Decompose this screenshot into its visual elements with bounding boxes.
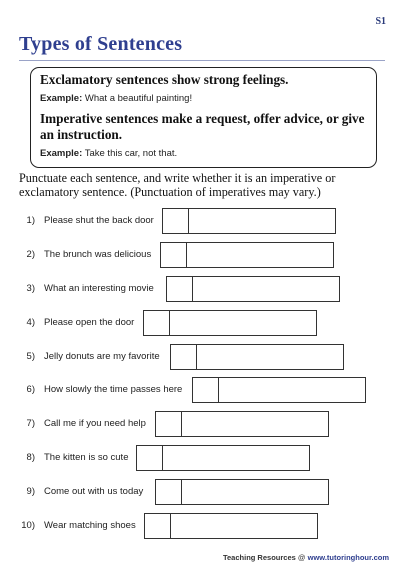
punctuation-field[interactable]	[156, 412, 182, 436]
footer-url[interactable]: www.tutoringhour.com	[307, 553, 389, 562]
question-number: 3)	[26, 283, 35, 294]
footer	[223, 553, 389, 562]
question-row	[0, 411, 405, 437]
imperative-example	[40, 148, 367, 160]
question-row	[0, 242, 405, 268]
punctuation-field[interactable]	[145, 514, 171, 538]
question-sentence: The kitten is so cute	[44, 452, 129, 463]
question-sentence: Wear matching shoes	[44, 520, 136, 531]
question-row	[0, 479, 405, 505]
sentence-type-field[interactable]	[219, 378, 365, 402]
instructions: Punctuate each sentence, and write whether it is an imperative or exclamatory sentence. (Punctuation of imperatives may vary.)	[19, 171, 336, 199]
question-number: 10)	[21, 520, 35, 531]
title-divider	[19, 60, 385, 61]
sentence-type-field[interactable]	[189, 209, 335, 233]
page-title: Types of Sentences	[19, 33, 183, 55]
sentence-type-field[interactable]	[170, 311, 316, 335]
question-row	[0, 208, 405, 234]
question-number: 5)	[26, 351, 35, 362]
imperative-definition: Imperative sentences make a request, offer advice, or give an instruction.	[40, 111, 365, 142]
question-number: 1)	[26, 215, 35, 226]
definitions-box	[30, 67, 377, 168]
answer-box	[162, 208, 336, 234]
footer-label: Teaching Resources	[222, 553, 296, 562]
question-row	[0, 445, 405, 471]
answer-box	[143, 310, 317, 336]
question-row	[0, 513, 405, 539]
answer-box	[144, 513, 318, 539]
answer-box	[160, 242, 334, 268]
sentence-type-field[interactable]	[182, 412, 328, 436]
sentence-type-field[interactable]	[197, 345, 343, 369]
punctuation-field[interactable]	[163, 209, 189, 233]
punctuation-field[interactable]	[144, 311, 170, 335]
sentence-type-field[interactable]	[163, 446, 309, 470]
question-row	[0, 344, 405, 370]
sentence-type-field[interactable]	[193, 277, 339, 301]
example-text: Take this car, not that.	[84, 148, 178, 159]
sheet-code: S1	[375, 16, 386, 27]
question-sentence: What an interesting movie	[44, 283, 154, 294]
question-row	[0, 276, 405, 302]
exclamatory-definition: Exclamatory sentences show strong feelings.	[40, 72, 289, 87]
question-sentence: The brunch was delicious	[44, 249, 152, 260]
question-sentence: Come out with us today	[44, 486, 144, 497]
answer-box	[166, 276, 340, 302]
question-row	[0, 310, 405, 336]
sentence-type-field[interactable]	[187, 243, 333, 267]
punctuation-field[interactable]	[161, 243, 187, 267]
punctuation-field[interactable]	[171, 345, 197, 369]
question-number: 6)	[26, 384, 35, 395]
question-number: 8)	[26, 452, 35, 463]
sentence-type-field[interactable]	[182, 480, 328, 504]
punctuation-field[interactable]	[156, 480, 182, 504]
example-text: What a beautiful painting!	[84, 93, 193, 104]
punctuation-field[interactable]	[193, 378, 219, 402]
question-sentence: Call me if you need help	[44, 418, 146, 429]
example-label: Example:	[40, 148, 83, 159]
question-sentence: How slowly the time passes here	[44, 384, 183, 395]
answer-box	[136, 445, 310, 471]
answer-box	[155, 411, 329, 437]
question-sentence: Please open the door	[44, 317, 135, 328]
question-number: 9)	[26, 486, 35, 497]
question-row	[0, 377, 405, 403]
footer-separator: @	[297, 553, 306, 562]
question-sentence: Please shut the back door	[44, 215, 154, 226]
question-sentence: Jelly donuts are my favorite	[44, 351, 160, 362]
question-number: 4)	[26, 317, 35, 328]
answer-box	[192, 377, 366, 403]
punctuation-field[interactable]	[137, 446, 163, 470]
question-number: 7)	[26, 418, 35, 429]
answer-box	[170, 344, 344, 370]
example-label: Example:	[40, 93, 83, 104]
exclamatory-example	[40, 93, 367, 105]
answer-box	[155, 479, 329, 505]
sentence-type-field[interactable]	[171, 514, 317, 538]
question-number: 2)	[26, 249, 35, 260]
punctuation-field[interactable]	[167, 277, 193, 301]
